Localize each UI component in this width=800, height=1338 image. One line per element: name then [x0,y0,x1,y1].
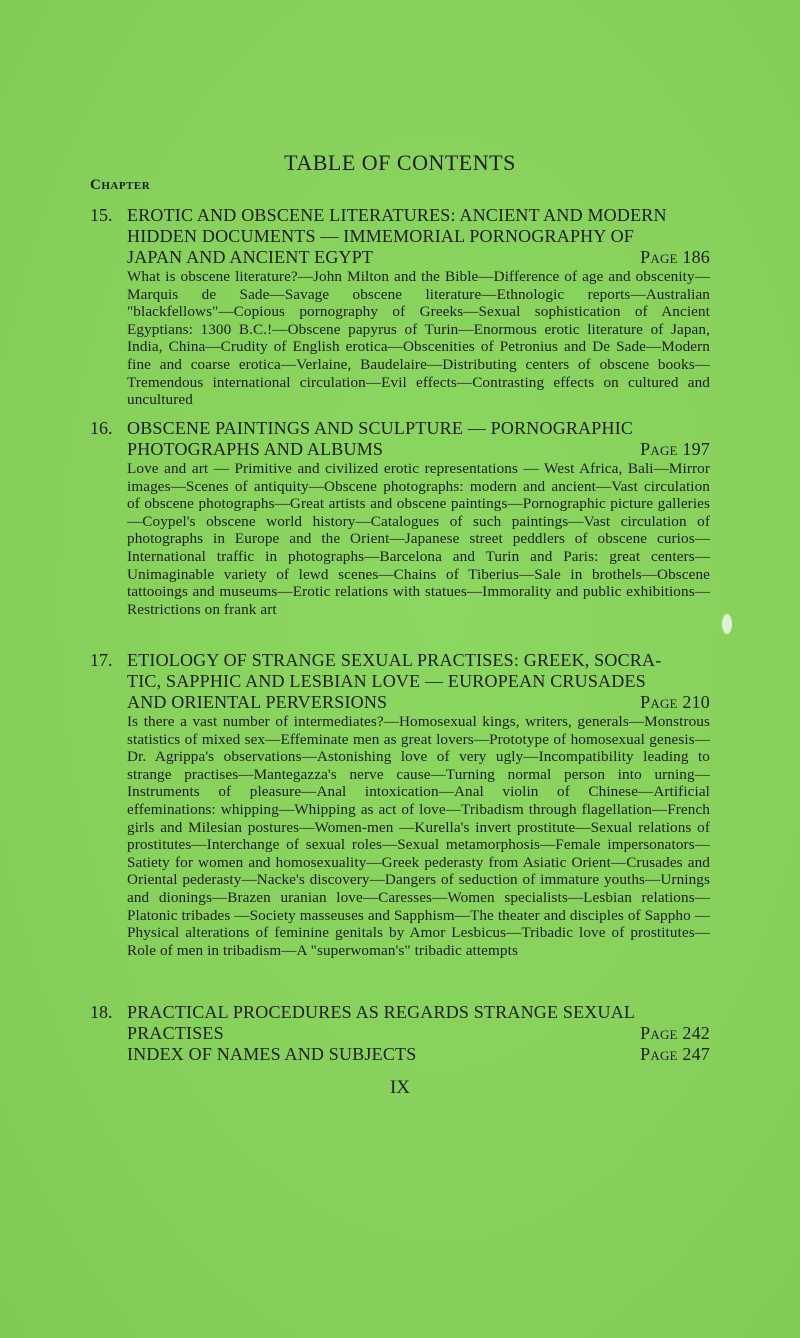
chapter-heading-line: TIC, SAPPHIC AND LESBIAN LOVE — EUROPEAN CRUSADES [127,671,646,691]
chapter-heading-line: AND ORIENTAL PERVERSIONS [127,692,388,712]
chapter-heading [127,650,710,713]
chapter-summary: Love and art — Primitive and civilized erotic representations — West Africa, Bali—Mirror images—Scenes of antiquity—Obscene photographs: modern and ancient—Vast circulation of obscene photographs—Great artists and obscene paintings—Pornographic picture galleries—Coypel's obscene world history—Catalogues of such paintings—Vast circulation of photographs in Europe and the Orient—Japanese street peddlers of obscene curios—International traffic in photographs—Barcelona and Turin and Paris: great centers—Unimaginable variety of lewd scenes—Chains of Tiberius—Sale in brothels—Obscene tattooings and museums—Erotic relations with statues—Immorality and public exhibitions—Restrictions on frank art [127,460,710,618]
index-label: INDEX OF NAMES AND SUBJECTS [127,1044,417,1064]
chapter-heading-last-line [127,439,710,460]
toc-entry-15 [90,205,710,409]
chapter-heading-last-line [127,247,710,268]
chapter-summary: What is obscene literature?—John Milton and the Bible—Difference of age and obscenity—Marquis de Sade—Savage obscene literature—Ethnologic reports—Australian "blackfellows"—Copious pornography of Greeks—Sexual sophistication of Ancient Egyptians: 1300 B.C.!—Obscene papyrus of Turin—Enormous erotic literature of Japan, India, China—Crudity of English erotica—Obscenities of Petronius and De Sade—Modern fine and coarse erotica—Verlaine, Baudelaire—Distributing centers of obscene books—Tremendous international circulation—Evil effects—Contrasting effects on cultured and uncultured [127,268,710,409]
chapter-heading-last-line [127,1023,710,1044]
chapter-heading-line: OBSCENE PAINTINGS AND SCULPTURE — PORNOGRAPHIC [127,418,634,438]
page-reference: Page 186 [640,247,710,267]
chapter-heading [127,205,710,268]
chapter-number: 15. [90,205,113,225]
chapter-number: 16. [90,418,113,438]
chapter-heading-last-line [127,692,710,713]
index-entry [127,1044,710,1065]
chapter-number: 18. [90,1002,113,1022]
chapter-summary: Is there a vast number of intermediates?—Homosexual kings, writers, generals—Monstrous statistics of mixed sex—Effeminate men as great lovers—Prototype of homosexual genesis—Dr. Agrippa's observations—Astonishing love of very ugly—Incompatibility leading to strange practises—Mantegazza's nerve cause—Turning normal person into urning—Instruments of pleasure—Anal intoxication—Anal violin of Chinese—Artificial effeminations: whipping—Whipping as act of love—Tribadism through flagellation—French girls and Milesian postures—Women-men —Kurella's invert prostitute—Sexual relations of prostitutes—Interchange of sexual roles—Sexual metamorphosis—Female impersonators—Satiety for women and homosexuality—Greek pederasty from Asiatic Orient—Crusades and Oriental pederasty—Nacke's discovery—Dangers of seduction of immature youths—Urnings and dionings—Brazen uranian love—Caresses—Women specialists—Lesbian relations—Platonic tribades —Society masseuses and Sapphism—The theater and disciples of Sappho —Physical alterations of feminine genitals by Amor Lesbicus—Tribadic love of prostitutes—Role of men in tribadism—A "superwoman's" tribadic attempts [127,713,710,959]
paper-blemish [722,614,732,634]
page-reference: Page 247 [640,1044,710,1064]
page-reference: Page 242 [640,1023,710,1043]
chapter-column-label: Chapter [90,177,151,193]
toc-entry-17 [90,650,710,959]
chapter-heading-line: PRACTISES [127,1023,224,1043]
page-title: TABLE OF CONTENTS [284,150,516,175]
chapter-heading-line: PRACTICAL PROCEDURES AS REGARDS STRANGE SEXUAL [127,1002,636,1022]
page-reference: Page 210 [640,692,710,712]
chapter-heading-line: EROTIC AND OBSCENE LITERATURES: ANCIENT AND MODERN [127,205,667,225]
toc-entry-18 [90,1002,710,1065]
page-reference: Page 197 [640,439,710,459]
chapter-heading-line: ETIOLOGY OF STRANGE SEXUAL PRACTISES: GREEK, SOCRA- [127,650,662,670]
chapter-heading-line: JAPAN AND ANCIENT EGYPT [127,247,374,267]
page-folio: IX [389,1077,411,1098]
chapter-heading [127,418,710,460]
chapter-heading [127,1002,710,1065]
chapter-heading-line: PHOTOGRAPHS AND ALBUMS [127,439,384,459]
chapter-heading-line: HIDDEN DOCUMENTS — IMMEMORIAL PORNOGRAPHY OF [127,226,634,246]
toc-entry-16 [90,418,710,618]
chapter-number: 17. [90,650,113,670]
